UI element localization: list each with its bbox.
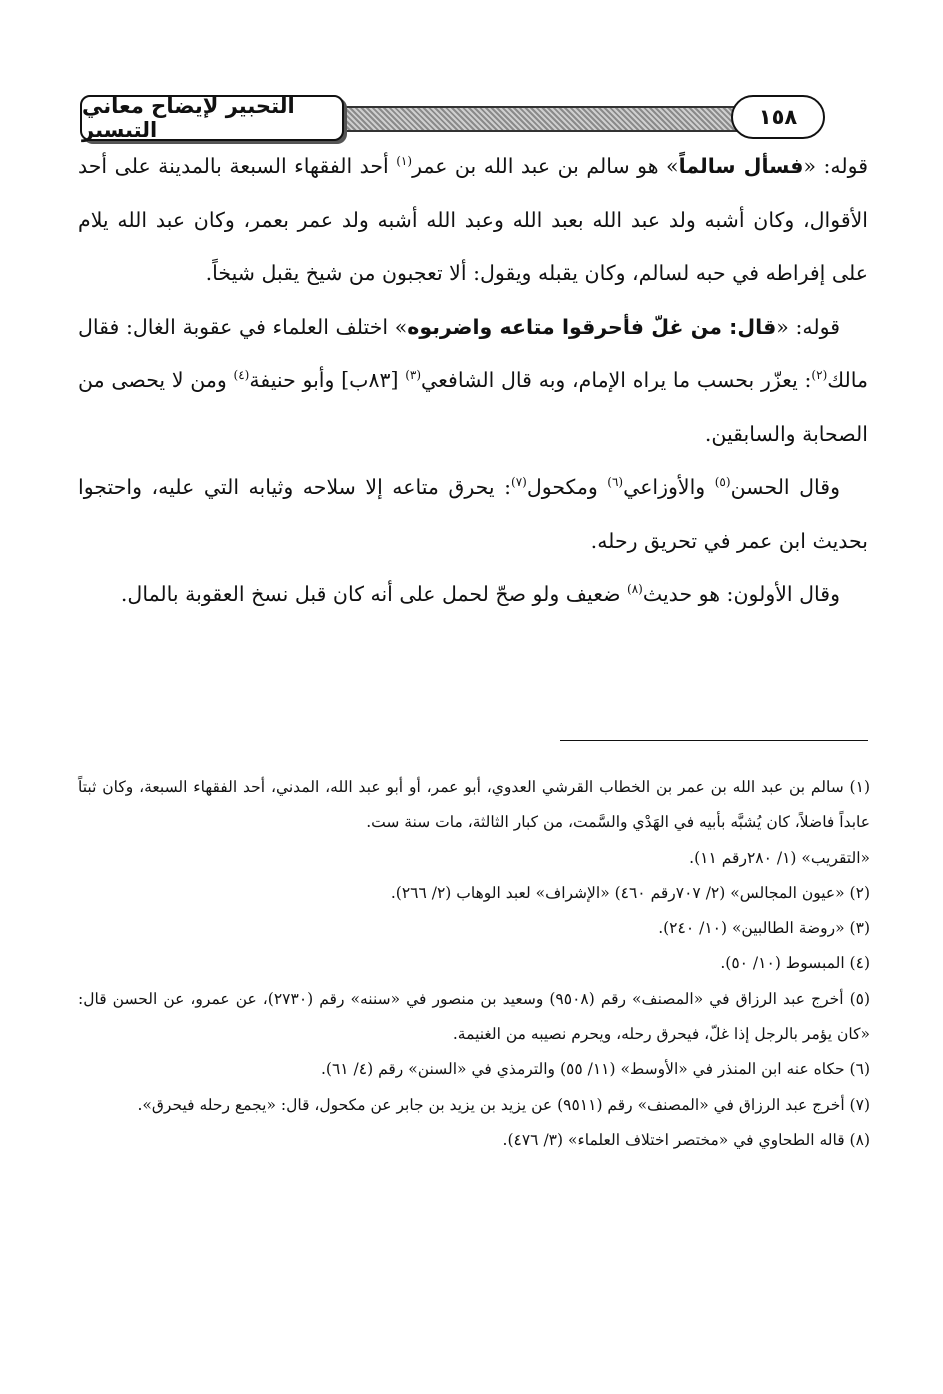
book-title: التحبير لإيضاح معاني التيسير bbox=[80, 95, 344, 141]
footnote-ref: (٤) bbox=[233, 368, 250, 383]
text-run: قوله: « bbox=[803, 154, 869, 178]
text-run: والأوزاعي bbox=[623, 475, 715, 499]
footnote-5: (٥) أخرج عبد الرزاق في «المصنف» رقم (٩٥٠٨) وسعيد بن منصور في «سننه» رقم (٢٧٣٠)، عن عمرو، عن الحسن قال: «كان يؤمر بالرجل إذا غلّ، فيحرق رحله، ويحرم نصيبه من الغنيمة. bbox=[78, 989, 871, 1044]
text-run: وقال الأولون: هو حديث bbox=[642, 582, 840, 606]
footnote-ref: (٧) bbox=[511, 475, 527, 490]
text-run: قوله: « bbox=[776, 314, 840, 339]
text-run: أحد الفقهاء السبعة بالمدينة على أحد الأقوال، وكان أشبه ولد عبد الله بعبد الله وعبد الله أشبه ولد عمر بعمر، وكان عبد الله يلام على إفراطه في حبه لسالم، وكان يقبله ويقول: ألا تعجبون من شيخ يقبل شيخاً. bbox=[78, 154, 868, 285]
text-run: ضعيف ولو صحّ لحمل على أنه كان قبل نسخ العقوبة بالمال. bbox=[120, 582, 628, 606]
paragraph-qala-alawwalun bbox=[78, 568, 868, 622]
paragraph-man-ghalla bbox=[78, 301, 868, 462]
footnote-ref: (٢) bbox=[811, 368, 828, 383]
text-run: ومن لا يحصى من الصحابة والسابقين. bbox=[78, 368, 868, 446]
footnote-ref: (٦) bbox=[607, 475, 624, 490]
text-run: : يحرق متاعه إلا سلاحه وثيابه التي عليه، واحتجوا بحديث ابن عمر في تحريق رحله. bbox=[78, 475, 868, 553]
text-run: » اختلف العلماء في عقوبة الغال: فقال مالك bbox=[78, 314, 868, 392]
footnote-1-source: «التقريب» (١/ ٢٨٠رقم ١١). bbox=[689, 848, 870, 867]
quoted-hadith-phrase: فسأل سالماً bbox=[678, 154, 804, 178]
text-run: وقال الحسن bbox=[730, 475, 840, 499]
paragraph-qala-alhasan bbox=[78, 461, 868, 568]
footnote-ref: (٣) bbox=[405, 368, 422, 383]
quoted-hadith-phrase: قال: من غلّ فأحرقوا متاعه واضربوه bbox=[407, 314, 777, 339]
page-number: ١٥٨ bbox=[731, 95, 825, 139]
text-run: ومكحول bbox=[526, 475, 608, 499]
footnotes bbox=[78, 770, 870, 1158]
footnote-ref: (٥) bbox=[714, 475, 731, 490]
footnote-7: (٧) أخرج عبد الرزاق في «المصنف» رقم (٩٥١١) عن يزيد بن يزيد بن جابر عن مكحول، قال: «يجمع رحله فيحرق». bbox=[137, 1095, 870, 1114]
main-text bbox=[78, 140, 868, 622]
footnote-ref: (١) bbox=[396, 154, 413, 169]
footnote-6: (٦) حكاه عنه ابن المنذر في «الأوسط» (١١/ ٥٥) والترمذي في «السنن» رقم (٤/ ٦١). bbox=[320, 1060, 870, 1079]
footnote-ref: (٨) bbox=[627, 582, 643, 597]
footnote-8: (٨) قاله الطحاوي في «مختصر اختلاف العلماء» (٣/ ٤٧٦). bbox=[502, 1130, 870, 1149]
footnote-3: (٣) «روضة الطالبين» (١٠/ ٢٤٠). bbox=[658, 919, 870, 938]
paragraph-fasala-saliman bbox=[78, 140, 868, 301]
footnote-4: (٤) المبسوط (١٠/ ٥٠). bbox=[720, 954, 870, 973]
text-run: : يعزّر بحسب ما يراه الإمام، وبه قال الشافعي bbox=[421, 368, 812, 392]
page-header bbox=[80, 92, 865, 142]
text-run: [٨٣ب] وأبو حنيفة bbox=[249, 368, 406, 392]
footnote-separator bbox=[560, 740, 868, 741]
footnote-2: (٢) «عيون المجالس» (٢/ ٧٠٧رقم ٤٦٠) «الإشراف» لعبد الوهاب (٢/ ٢٦٦). bbox=[390, 883, 870, 902]
text-run: » هو سالم بن عبد الله بن عمر bbox=[412, 154, 679, 178]
footnote-1: (١) سالم بن عبد الله بن عمر بن الخطاب القرشي العدوي، أبو عمر، أو أبو عبد الله، المدني، أحد الفقهاء السبعة، وكان ثبتاً عابداً فاضلاً، كان يُشبَّه بأبيه في الهَدْي والسَّمت، من كبار الثالثة، مات سنة ست. bbox=[78, 778, 870, 832]
